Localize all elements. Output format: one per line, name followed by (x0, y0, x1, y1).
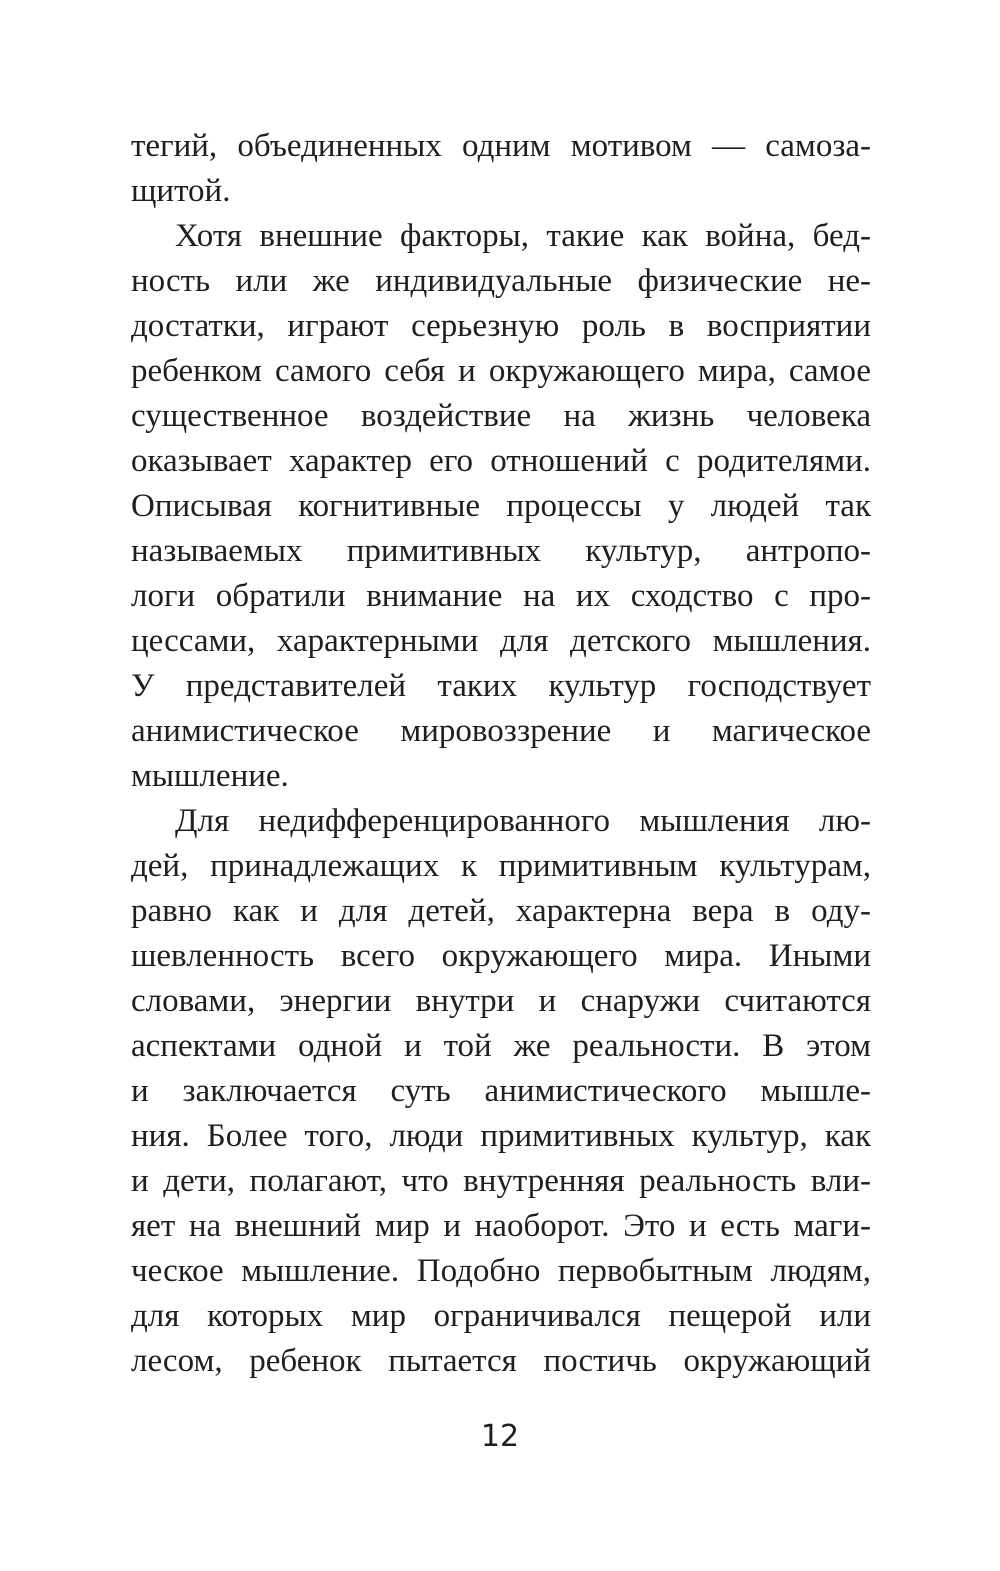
text-line: Хотя внешние факторы, такие как война, бед- (175, 218, 871, 254)
text-line: Для недифференцированного мышления лю- (175, 803, 871, 839)
text-line: для которых мир ограничивался пещерой или (131, 1298, 871, 1334)
text-line: мышление. (131, 758, 289, 794)
text-line: яет на внешний мир и наоборот. Это и есть маги- (131, 1208, 871, 1244)
text-line: словами, энергии внутри и снаружи считаются (131, 983, 871, 1019)
text-line: щитой. (131, 173, 231, 209)
text-line: анимистическое мировоззрение и магическое (131, 713, 871, 749)
paragraph-3 (131, 799, 871, 1384)
text-line: ность или же индивидуальные физические не- (131, 263, 871, 299)
body-text (131, 124, 871, 1384)
text-line: Описывая когнитивные процессы у людей так (131, 488, 871, 524)
text-line: логи обратили внимание на их сходство с про- (131, 578, 871, 614)
text-line: и дети, полагают, что внутренняя реальность вли- (131, 1163, 871, 1199)
text-line: достатки, играют серьезную роль в восприятии (131, 308, 871, 344)
text-line: существенное воздействие на жизнь человека (131, 398, 871, 434)
text-line: шевленность всего окружающего мира. Иными (131, 938, 871, 974)
text-line: ния. Более того, люди примитивных культур, как (131, 1118, 871, 1154)
text-line: лесом, ребенок пытается постичь окружающий (131, 1343, 871, 1379)
text-line: У представителей таких культур господствует (131, 668, 871, 704)
page-number: 12 (480, 1419, 520, 1454)
text-line: аспектами одной и той же реальности. В этом (131, 1028, 871, 1064)
text-line: оказывает характер его отношений с родителями. (131, 443, 871, 479)
text-line: дей, принадлежащих к примитивным культурам, (131, 848, 871, 884)
text-line: называемых примитивных культур, антропо- (131, 533, 871, 569)
text-line: тегий, объединенных одним мотивом — самоза- (131, 128, 871, 164)
text-line: ребенком самого себя и окружающего мира, самое (131, 353, 871, 389)
text-line: ческое мышление. Подобно первобытным людям, (131, 1253, 871, 1289)
text-line: равно как и для детей, характерна вера в оду- (131, 893, 871, 929)
text-line: цессами, характерными для детского мышления. (131, 623, 871, 659)
text-line: и заключается суть анимистического мышле- (131, 1073, 871, 1109)
paragraph-1 (131, 124, 871, 214)
paragraph-2 (131, 214, 871, 799)
